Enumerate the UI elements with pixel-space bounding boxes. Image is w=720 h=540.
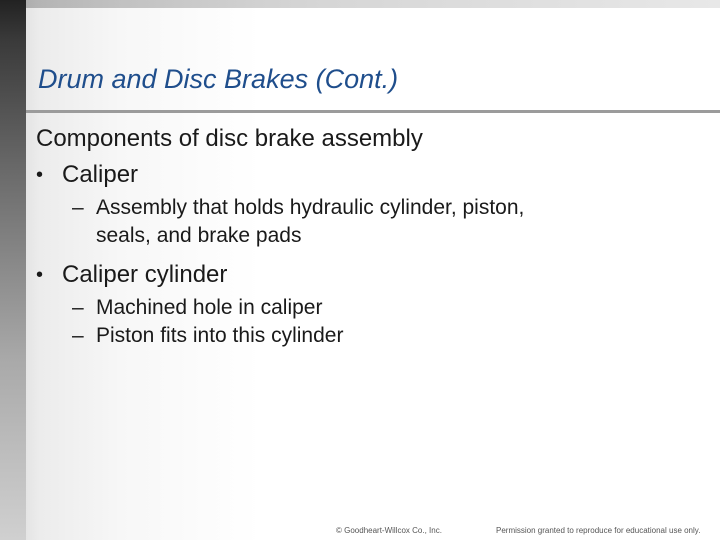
footer-copyright: © Goodheart-Willcox Co., Inc. [336,526,442,535]
sub-item-caliper-description [36,194,696,250]
sub-text-line1: Assembly that holds hydraulic cylinder, piston, [96,196,525,219]
bullet-text: Caliper [62,161,139,188]
title-divider [26,110,720,113]
bullet-text: Caliper cylinder [62,261,228,288]
top-decorative-bar [26,0,720,8]
sub-item-piston-fits [36,322,696,350]
bullet-item-caliper [36,160,696,190]
sub-text: Machined hole in caliper [96,296,323,319]
sub-item-machined-hole [36,294,696,322]
lead-text: Components of disc brake assembly [36,125,423,152]
sub-text-line2: seals, and brake pads [96,224,302,247]
sub-text: Piston fits into this cylinder [96,324,344,347]
left-decorative-bar [0,0,26,540]
dash-icon: – [72,296,84,319]
footer-permission: Permission granted to reproduce for educational use only. [496,526,701,535]
dash-icon: – [72,324,84,347]
dash-icon: – [72,196,84,219]
bullet-icon: • [36,264,44,286]
bullet-icon: • [36,164,44,186]
bullet-item-caliper-cylinder [36,260,696,290]
slide-body [36,124,696,350]
slide-title: Drum and Disc Brakes (Cont.) [38,64,399,94]
